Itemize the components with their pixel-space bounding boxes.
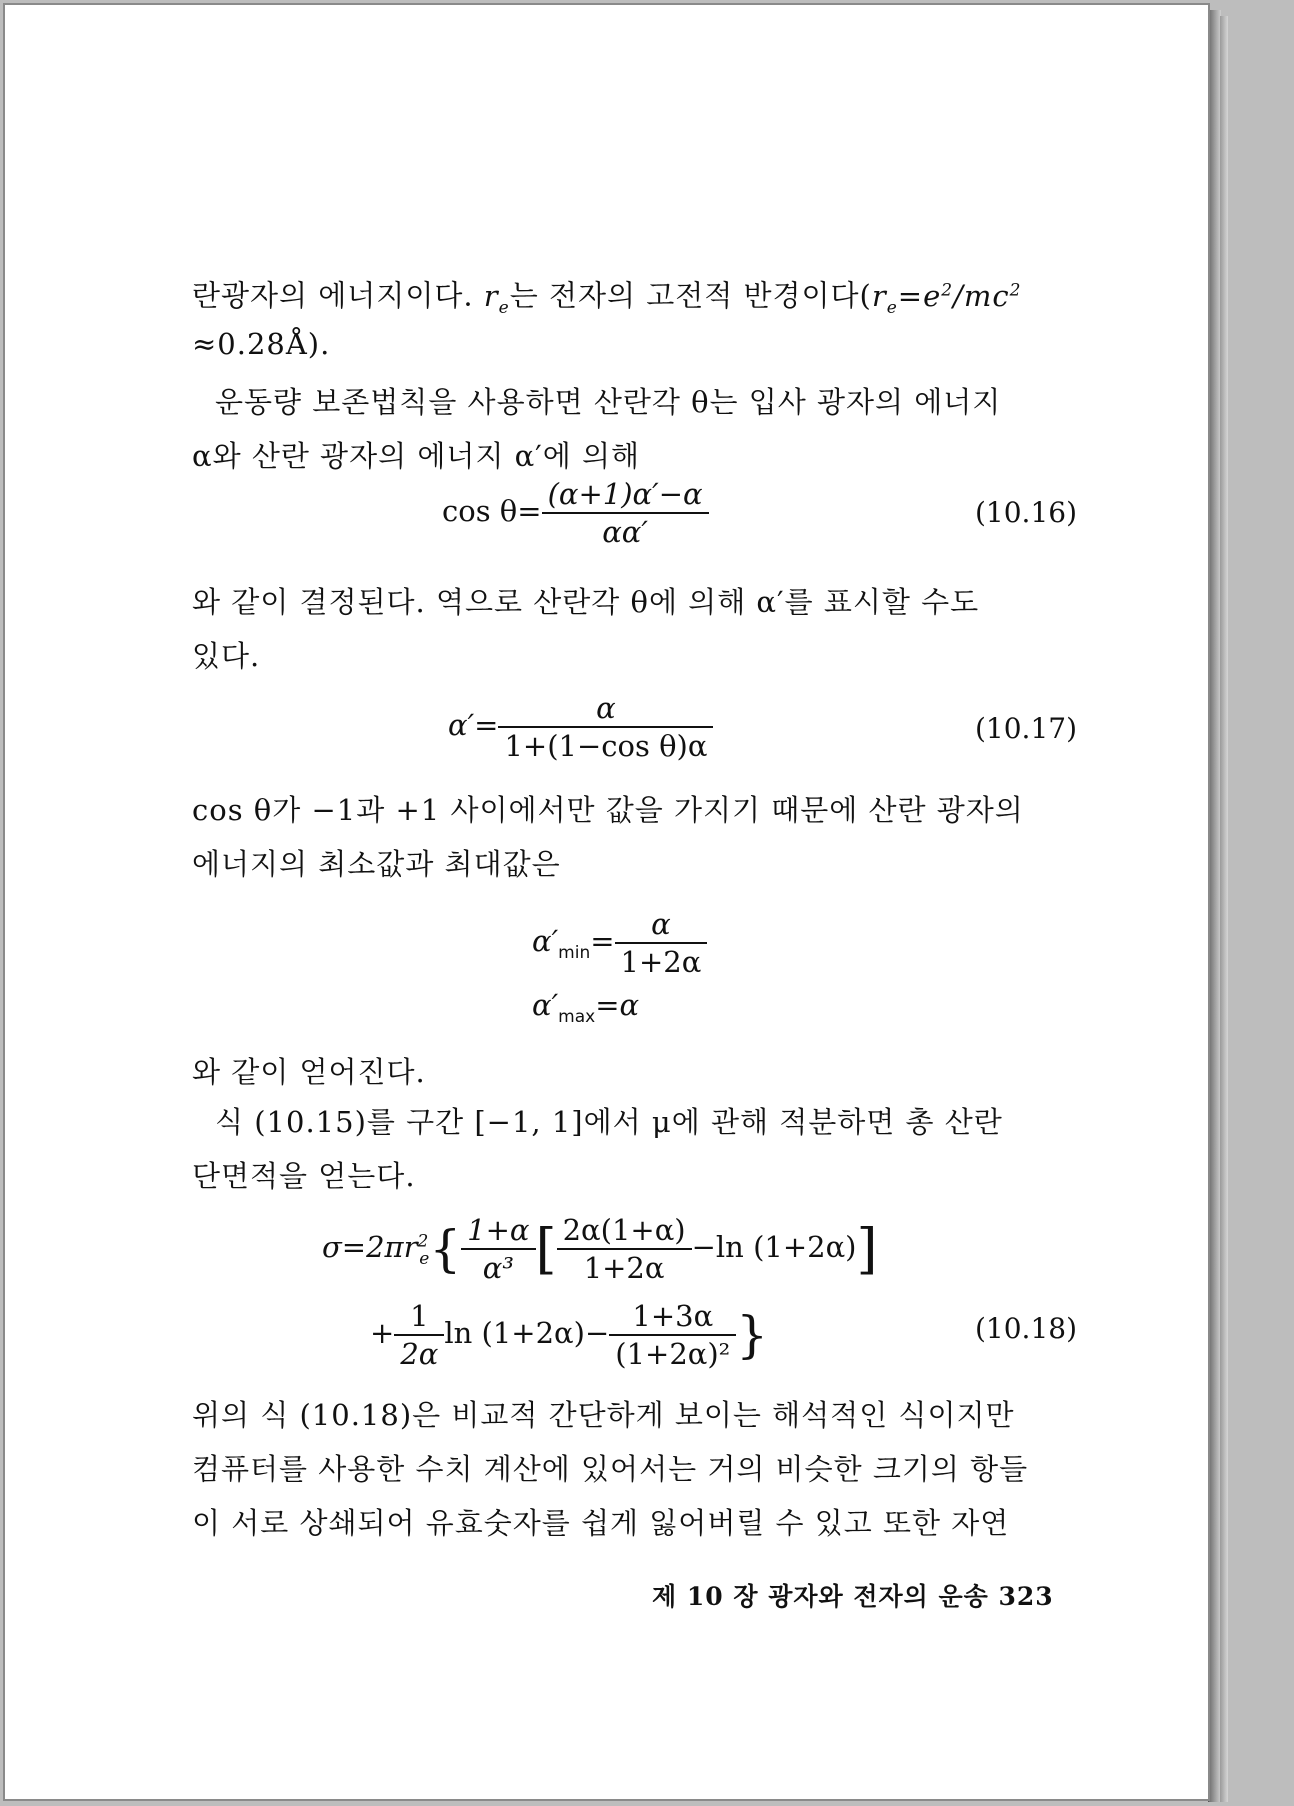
formula-re	[871, 278, 1022, 318]
equation-alpha-max	[532, 988, 639, 1027]
log-term: ln (1+2α)−	[444, 1316, 610, 1350]
page-edge-shadow	[1220, 16, 1228, 1802]
equation-alpha-min	[532, 906, 707, 980]
symbol: /mc	[953, 278, 1010, 313]
subscript: max	[558, 1006, 596, 1027]
paragraph-line: 와 같이 결정된다. 역으로 산란각 θ에 의해 α′를 표시할 수도	[192, 585, 980, 619]
denominator: αα′	[602, 515, 648, 549]
equation-10-16	[442, 476, 709, 550]
right-brace-glyph: }	[736, 1306, 769, 1364]
numerator: 2α(1+α)	[557, 1212, 692, 1250]
equation-10-18-line2	[370, 1298, 768, 1372]
fraction	[557, 1212, 692, 1286]
numerator: α	[498, 690, 713, 728]
plus: +	[370, 1316, 395, 1350]
log-term: −ln (1+2α)	[691, 1230, 857, 1264]
denominator: 1+2α	[620, 945, 702, 979]
fraction	[394, 1298, 444, 1372]
paragraph-line: 있다.	[192, 639, 261, 673]
numerator: 1+3α	[609, 1298, 736, 1336]
subscript: e	[886, 297, 898, 318]
equation-number: (10.17)	[975, 712, 1078, 745]
paragraph-line: 단면적을 얻는다.	[192, 1159, 416, 1193]
numerator: 1	[394, 1298, 444, 1336]
equation-number: (10.16)	[975, 496, 1078, 529]
denominator: 1+(1−cos θ)α	[504, 729, 708, 763]
fraction	[461, 1212, 535, 1286]
denominator: α³	[482, 1251, 514, 1285]
text: 란광자의 에너지이다.	[192, 278, 484, 313]
denominator: 2α	[400, 1337, 439, 1371]
equation-10-17	[448, 690, 713, 764]
eq-lhs: σ=2πr	[322, 1230, 418, 1264]
denominator: 1+2α	[583, 1251, 665, 1285]
subscript: min	[558, 942, 591, 963]
symbol-re	[483, 278, 510, 318]
left-bracket-glyph: [	[535, 1217, 557, 1281]
equals: =	[590, 924, 615, 958]
fraction	[542, 476, 709, 550]
paragraph-line: 식 (10.15)를 구간 [−1, 1]에서 μ에 관해 적분하면 총 산란	[215, 1105, 1003, 1139]
numerator: α	[615, 906, 708, 944]
eq-lhs: α′=	[448, 708, 499, 742]
paragraph-line: α와 산란 광자의 에너지 α′에 의해	[192, 439, 641, 473]
denominator: (1+2α)²	[615, 1337, 731, 1371]
numerator: 1+α	[461, 1212, 535, 1250]
fraction	[498, 690, 713, 764]
superscript: 2	[941, 280, 954, 300]
text: 는 전자의 고전적 반경이다(	[509, 278, 872, 313]
superscript: 2	[417, 1231, 429, 1252]
subscript: e	[498, 297, 510, 318]
symbol: =e	[897, 278, 942, 313]
right-bracket-glyph: ]	[856, 1217, 878, 1281]
eq-lhs: α′	[532, 988, 559, 1022]
paragraph-line: 컴퓨터를 사용한 수치 계산에 있어서는 거의 비슷한 크기의 항들	[192, 1452, 1029, 1486]
fraction	[615, 906, 708, 980]
page-footer: 제 10 장 광자와 전자의 운송 323	[652, 1582, 1054, 1611]
eq-lhs: cos θ=	[442, 494, 542, 528]
fraction	[609, 1298, 736, 1372]
paragraph-line: 위의 식 (10.18)은 비교적 간단하게 보이는 해석적인 식이지만	[192, 1398, 1015, 1432]
left-brace-glyph: {	[429, 1220, 462, 1278]
paragraph-line: cos θ가 −1과 +1 사이에서만 값을 가지기 때문에 산란 광자의	[192, 793, 1024, 827]
equation-10-18-line1	[322, 1212, 878, 1286]
paragraph-line: 에너지의 최소값과 최대값은	[192, 847, 561, 881]
eq-rhs: =α	[595, 988, 640, 1022]
paragraph-line: 이 서로 상쇄되어 유효숫자를 쉽게 잃어버릴 수 있고 또한 자연	[192, 1506, 1010, 1540]
paragraph-line: ≈0.28Å).	[192, 327, 331, 361]
superscript: 2	[1009, 280, 1022, 300]
symbol: r	[871, 278, 887, 313]
equation-number: (10.18)	[975, 1312, 1078, 1345]
subscript: e	[419, 1248, 430, 1269]
numerator: (α+1)α′−α	[542, 476, 709, 514]
paragraph-line: 와 같이 얻어진다.	[192, 1055, 426, 1089]
eq-lhs: α′	[532, 924, 559, 958]
symbol: r	[483, 278, 499, 313]
paragraph-line: 운동량 보존법칙을 사용하면 산란각 θ는 입사 광자의 에너지	[215, 385, 1002, 419]
